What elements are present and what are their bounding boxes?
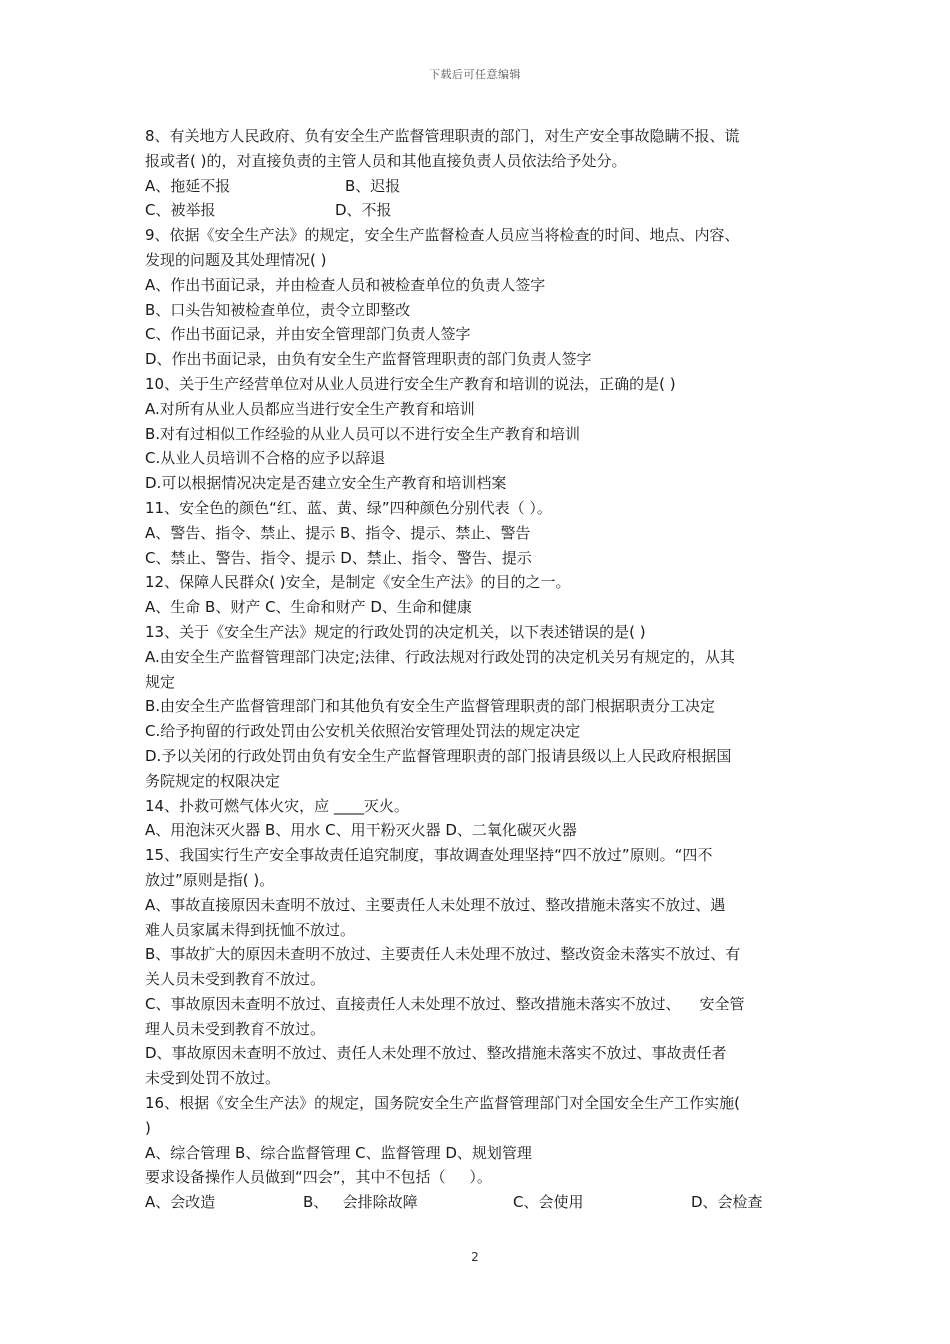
text-line: A、警告、指令、禁止、提示 B、指令、提示、禁止、警告 [145,523,531,542]
text-line: 9、依据《安全生产法》的规定，安全生产监督检查人员应当将检查的时间、地点、内容、 [145,226,740,245]
text-line: B、事故扩大的原因未查明不放过、主要责任人未处理不放过、整改资金未落实不放过、有 [145,945,741,964]
text-line: B.由安全生产监督管理部门和其他负有安全生产监督管理职责的部门根据职责分工决定 [145,697,716,716]
text-line: D.予以关闭的行政处罚由负有安全生产监督管理职责的部门报请县级以上人民政府根据国 [145,746,732,765]
text-line: A.由安全生产监督管理部门决定;法律、行政法规对行政处罚的决定机关另有规定的，从其 [145,647,735,666]
text-line: C.给予拘留的行政处罚由公安机关依照治安管理处罚法的规定决定 [145,722,581,741]
text-line: C、禁止、警告、指令、提示 D、禁止、指令、警告、提示 [145,548,532,567]
text-line: 发现的问题及其处理情况( ) [145,250,327,269]
option-row [145,1190,810,1215]
option-text: A、会改造 [145,1193,216,1212]
text-line: 14、扑救可燃气体火灾，应 ____灭火。 [145,796,409,815]
text-line: D.可以根据情况决定是否建立安全生产教育和培训档案 [145,474,507,493]
text-line: C、事故原因未查明不放过、直接责任人未处理不放过、整改措施未落实不放过、 安全管 [145,994,745,1013]
text-line: 规定 [145,672,176,691]
option-row [145,198,810,223]
text-line: 难人员家属未得到抚恤不放过。 [145,920,356,939]
option-text: D、不报 [335,201,392,220]
text-line: A、用泡沫灭火器 B、用水 C、用干粉灭火器 D、二氧化碳灭火器 [145,821,577,840]
text-line: 10、关于生产经营单位对从业人员进行安全生产教育和培训的说法，正确的是( ) [145,374,676,393]
text-line: A、事故直接原因未查明不放过、主要责任人未处理不放过、整改措施未落实不放过、遇 [145,895,726,914]
text-line: B、口头告知被检查单位，责令立即整改 [145,300,411,319]
page-number: 2 [471,1250,479,1264]
option-text: C、被举报 [145,201,216,220]
text-line: 关人员未受到教育不放过。 [145,970,326,989]
text-line: C、作出书面记录，并由安全管理部门负责人签字 [145,325,471,344]
text-line: B.对有过相似工作经验的从业人员可以不进行安全生产教育和培训 [145,424,581,443]
option-row [145,174,810,199]
text-line: 理人员未受到教育不放过。 [145,1019,326,1038]
page-header: 下载后可任意编辑 [429,68,521,81]
text-line: A、综合管理 B、综合监督管理 C、监督管理 D、规划管理 [145,1143,532,1162]
text-line: A、作出书面记录，并由检查人员和被检查单位的负责人签字 [145,275,546,294]
text-line: 11、安全色的颜色“红、蓝、黄、绿”四种颜色分别代表（ ）。 [145,498,552,517]
text-line: 放过”原则是指( )。 [145,870,275,889]
text-line: 16、根据《安全生产法》的规定，国务院安全生产监督管理部门对全国安全生产工作实施( [145,1094,740,1113]
text-line: 未受到处罚不放过。 [145,1069,281,1088]
text-line: ) [145,1118,151,1137]
text-line: D、作出书面记录，由负有安全生产监督管理职责的部门负责人签字 [145,350,592,369]
text-line: 12、保障人民群众( )安全，是制定《安全生产法》的目的之一。 [145,573,571,592]
text-line: A.对所有从业人员都应当进行安全生产教育和培训 [145,399,475,418]
option-text: B、迟报 [345,176,401,195]
document-body [145,124,810,1215]
text-line: 务院规定的权限决定 [145,771,281,790]
text-line: 13、关于《安全生产法》规定的行政处罚的决定机关，以下表述错误的是( ) [145,622,646,641]
text-line: D、事故原因未查明不放过、责任人未处理不放过、整改措施未落实不放过、事故责任者 [145,1044,727,1063]
option-text: D、会检查 [691,1193,763,1212]
option-text: A、拖延不报 [145,176,231,195]
option-text: C、会使用 [513,1193,584,1212]
text-line: 报或者( )的，对直接负责的主管人员和其他直接负责人员依法给予处分。 [145,151,627,170]
option-text: B、 会排除故障 [303,1193,418,1212]
text-line: C.从业人员培训不合格的应予以辞退 [145,449,386,468]
text-line: 要求设备操作人员做到“四会”，其中不包括（ ）。 [145,1168,492,1187]
text-line: 15、我国实行生产安全事故责任追究制度，事故调查处理坚持“四不放过”原则。“四不 [145,846,713,865]
text-line: A、生命 B、财产 C、生命和财产 D、生命和健康 [145,598,472,617]
text-line: 8、有关地方人民政府、负有安全生产监督管理职责的部门，对生产安全事故隐瞒不报、谎 [145,127,740,145]
